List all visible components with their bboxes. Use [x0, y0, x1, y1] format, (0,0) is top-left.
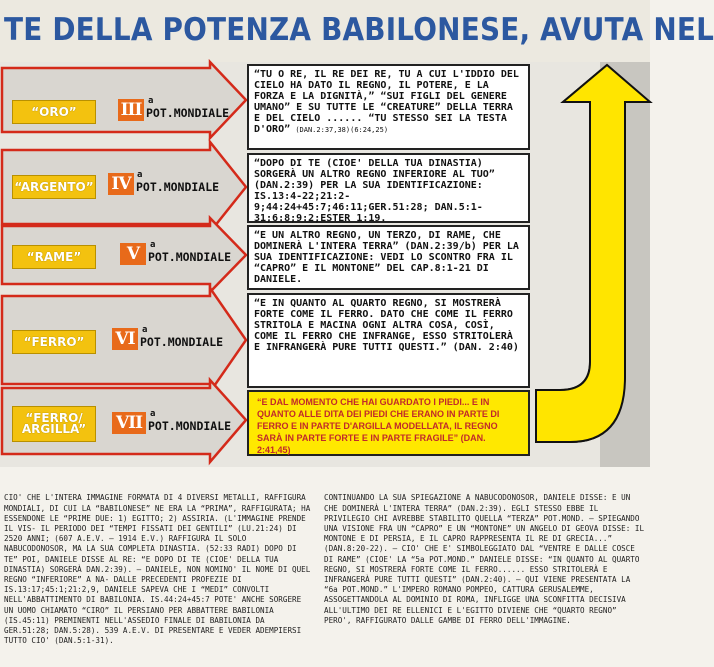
footer-column-right	[324, 473, 649, 625]
scripture-box-iron	[247, 293, 530, 388]
pot-mondiale-label: POT.MONDIALE	[146, 106, 230, 120]
pot-mondiale-label: POT.MONDIALE	[148, 419, 232, 433]
metal-label-silver: “ARGENTO”	[12, 175, 96, 199]
scripture-box-iron-clay	[247, 390, 530, 456]
footer-column-left	[4, 473, 315, 646]
diagram-panel	[0, 62, 650, 467]
scripture-text: “E UN ALTRO REGNO, UN TERZO, DI RAME, CHE DOMINERÀ L'INTERA TERRA” (DAN.2:39/b) PER LA SUA IDENTIFICAZIONE: VEDI LO SCONTRO FRA IL “CAPRO” E IL MONTONE” DEL CAP.8:1-21 DI DANIELE.	[254, 230, 519, 285]
pot-mondiale-label: POT.MONDIALE	[136, 180, 220, 194]
scripture-text: “TU O RE, IL RE DEI RE, TU A CUI L'IDDIO DEL CIELO HA DATO IL REGNO, IL POTERE, E LA FORZA E LA DIGNITÀ,” “SUI FIGLI DEL GENERE UMANO” E SU TUTTE LE “CREATURE” DELLA TERRA E DEL CIELO ...... “TU STESSO SEI LA TESTA D'ORO”	[254, 69, 519, 135]
numeral-7: VII	[112, 412, 146, 434]
sup-a: a	[150, 409, 156, 419]
scripture-box-silver	[247, 153, 530, 223]
scripture-ref: (DAN.2:37,38)(6:24,25)	[295, 126, 389, 134]
sup-a: a	[150, 240, 156, 250]
sup-a: a	[148, 96, 154, 106]
metal-label-iron-clay: “FERRO/ ARGILLA”	[12, 406, 96, 442]
footer-paragraph: CONTINUANDO LA SUA SPIEGAZIONE A NABUCODONOSOR, DANIELE DISSE: E UN CHE DOMINERÀ L'INTERA TERRA” (DAN.2:39). EGLI STESSO EBBE IL PRIVILEGIO CHI AVREBBE STABILITO QUELLA “TERZA” POT.MOND. – SPIEGANDO UNA VISIONE FRA UN “CAPRO” E UN “MONTONE” UN ANGELO DI GEOVA DISSE: IL MONTONE E DI PERSIA, E IL CAPRO RAPPRESENTA IL RE DI GRECIA...” (DAN.8:20-22). – CIO' CHE E' SIMBOLEGGIATO DAL “VENTRE E DALLE COSCE DI RAME” (CIOE' LA “5a POT.MOND.” DANIELE DISSE: “IN QUANTO AL QUARTO REGNO, SI MOSTRERÀ FORTE COME IL FERRO...... ESSO STRITOLERÀ E INFRANGERÀ PURE TUTTI QUESTI” (DAN.2:40). – QUI VIENE PRESENTATA LA “6a POT.MOND.” L'IMPERO ROMANO POMPEO, CATTURA GERUSALEMME, ASSOGETTANDOLA AL DOMINIO DI ROMA, INFLIGGE UNA SCONFITTA DECISIVA ALL'ULTIMO DEI RE ELLENICI E L'EGITTO DIVIENE CHE “QUARTO REGNO” PERO', RAFFIGURATO DALLE GAMBE DI FERRO DELL'IMMAGINE.	[324, 493, 649, 625]
metal-label-iron: “FERRO”	[12, 330, 96, 354]
footer-paragraph: CIO' CHE L'INTERA IMMAGINE FORMATA DI 4 DIVERSI METALLI, RAFFIGURA MONDIALI, DI CUI LA “BABILONESE” NE ERA LA “PRIMA”, RAFFIGURATA; HA ESSENDONE LE “PRIME DUE: 1) EGITTO; 2) ASSIRIA. (L'IMMAGINE PRENDE IL VIS- IL PERIODO DEI “TEMPI FISSATI DEI GENTILI” (LU.21:24) DI 2520 ANNI; (607 A.E.V. – 1914 E.V.) RAFFIGURA IL SOLO NABUCODONOSOR, MA LA SUA COMPLETA DINASTIA. (52:33 RADI) DOPO DI TE” POI, DANIELE DISSE AL RE: “E DOPO DI TE (CIOE' DELLA TUA DINASTIA) SORGERÀ DAN.2:39). – DANIELE, NON NOMINO' IL NOME DI QUEL REGNO “INFERIORE” A NA- DALLE PRECEDENTI PROFEZIE DI IS.13:17;45:1;21:2,9, DANIELE SAPEVA CHE I “MEDI” CONVOLTI NELL'ABBATTIMENTO DI BABILONIA. IS.44:24+45:7 POTE' ANCHE SORGERE UN UOMO CHIAMATO “CIRO” IL PERSIANO PER ABBATTERE BABILONIA (IS.45:11) PREMINENTI NELL'ASSEDIO FINALE DI BABILONIA DA GER.51:28; DAN.5:28). 539 A.E.V. DI PRESENTARE E VEDER ADEMPIERSI TUTTO CIO' (DAN.5:1-31).	[4, 493, 315, 646]
scripture-text: “DOPO DI TE (CIOE' DELLA TUA DINASTIA) SORGERÀ UN ALTRO REGNO INFERIORE AL TUO” (DAN.2:39) PER LA SUA IDENTIFICAZIONE: IS.13:4-22;21:2-9;44:24+45:7;46:11;GER.51:28; DAN.5:1-31;6:8;9:2;ESTER 1:19.	[254, 158, 495, 224]
metal-label-copper: “RAME”	[12, 245, 96, 269]
scripture-box-gold	[247, 64, 530, 150]
numeral-5: V	[120, 243, 146, 265]
footer-text-area	[0, 467, 650, 646]
page-title: TE DELLA POTENZA BABILONESE, AVUTA NEL	[4, 12, 714, 48]
scripture-text: “E DAL MOMENTO CHE HAI GUARDATO I PIEDI... E IN QUANTO ALLE DITA DEI PIEDI CHE ERANO IN PARTE DI FERRO E IN PARTE D'ARGILLA MODELLATA, IL REGNO SARÀ IN PARTE FORTE E IN PARTE FRAGILE” (DAN. 2:41,45)	[257, 397, 500, 455]
numeral-4: IV	[108, 173, 134, 195]
scripture-text: “E IN QUANTO AL QUARTO REGNO, SI MOSTRERÀ FORTE COME IL FERRO. DATO CHE COME IL FERRO STRITOLA E MACINA OGNI ALTRA COSA, COSÌ, COME IL FERRO CHE INFRANGE, ESSO STRITOLERÀ E INFRANGERÀ PURE TUTTI QUESTI.” (DAN. 2:40)	[254, 298, 519, 353]
page-title-banner	[0, 0, 714, 62]
sup-a: a	[137, 170, 143, 180]
numeral-3: III	[118, 99, 144, 121]
pot-mondiale-label: POT.MONDIALE	[140, 335, 224, 349]
sup-a: a	[142, 325, 148, 335]
metal-label-gold: “ORO”	[12, 100, 96, 124]
pot-mondiale-label: POT.MONDIALE	[148, 250, 232, 264]
numeral-6: VI	[112, 328, 138, 350]
scripture-box-copper	[247, 225, 530, 290]
